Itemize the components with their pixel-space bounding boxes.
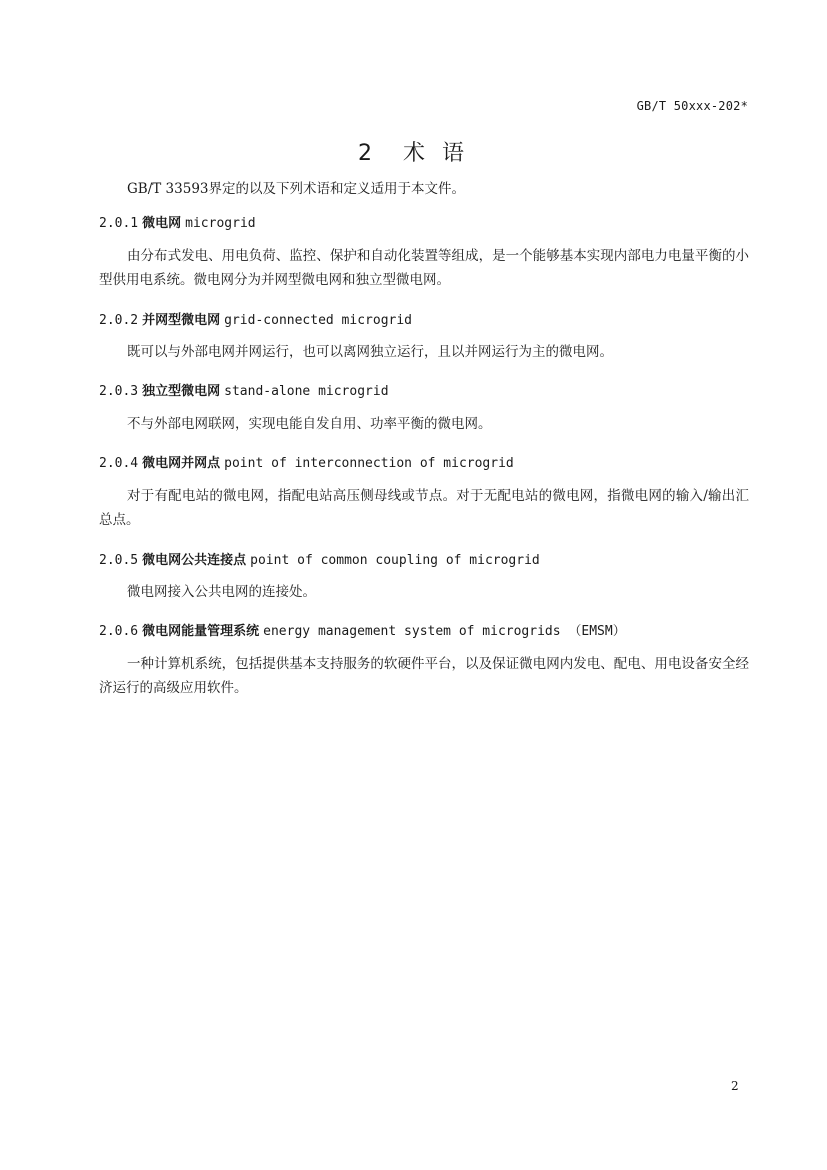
term-chinese: 微电网 [142,216,182,231]
term-definition: 对于有配电站的微电网，指配电站高压侧母线或节点。对于无配电站的微电网，指微电网的输入/输出汇总点。 [99,488,749,528]
term-heading [99,380,389,399]
term-heading [99,452,514,471]
term-english: energy management system of microgrids （EMSM） [263,624,626,639]
term-chinese: 微电网并网点 [142,456,221,471]
term-chinese: 微电网能量管理系统 [142,624,260,639]
term-number: 2.0.3 [99,384,139,399]
chapter-number: 2 [358,141,377,166]
term-definition: 既可以与外部电网并网运行，也可以离网独立运行，且以并网运行为主的微电网。 [127,344,613,360]
chapter-heading: 术 语 [403,141,469,166]
term-heading [99,549,540,568]
term-number: 2.0.5 [99,553,139,568]
term-heading [99,620,626,639]
term-english: stand-alone microgrid [224,384,389,399]
term-number: 2.0.6 [99,624,139,639]
term-heading [99,212,256,231]
term-english: point of common coupling of microgrid [250,553,540,568]
term-number: 2.0.1 [99,216,139,231]
intro-paragraph: GB/T 33593界定的以及下列术语和定义适用于本文件。 [127,181,465,197]
term-definition: 微电网接入公共电网的连接处。 [127,584,316,600]
page-number: 2 [731,1079,739,1093]
term-heading [99,309,412,328]
term-number: 2.0.4 [99,456,139,471]
term-chinese: 独立型微电网 [142,384,221,399]
chapter-title [0,136,827,167]
term-number: 2.0.2 [99,313,139,328]
term-chinese: 并网型微电网 [142,313,221,328]
term-definition: 由分布式发电、用电负荷、监控、保护和自动化装置等组成，是一个能够基本实现内部电力电量平衡的小型供用电系统。微电网分为并网型微电网和独立型微电网。 [99,248,749,288]
term-chinese: 微电网公共连接点 [142,553,247,568]
term-definition: 不与外部电网联网，实现电能自发自用、功率平衡的微电网。 [127,416,492,432]
term-english: grid-connected microgrid [224,313,412,328]
standard-code: GB/T 50xxx-202* [636,99,748,113]
term-english: microgrid [185,216,256,231]
term-definition: 一种计算机系统，包括提供基本支持服务的软硬件平台，以及保证微电网内发电、配电、用电设备安全经济运行的高级应用软件。 [99,656,749,696]
term-english: point of interconnection of microgrid [224,456,514,471]
